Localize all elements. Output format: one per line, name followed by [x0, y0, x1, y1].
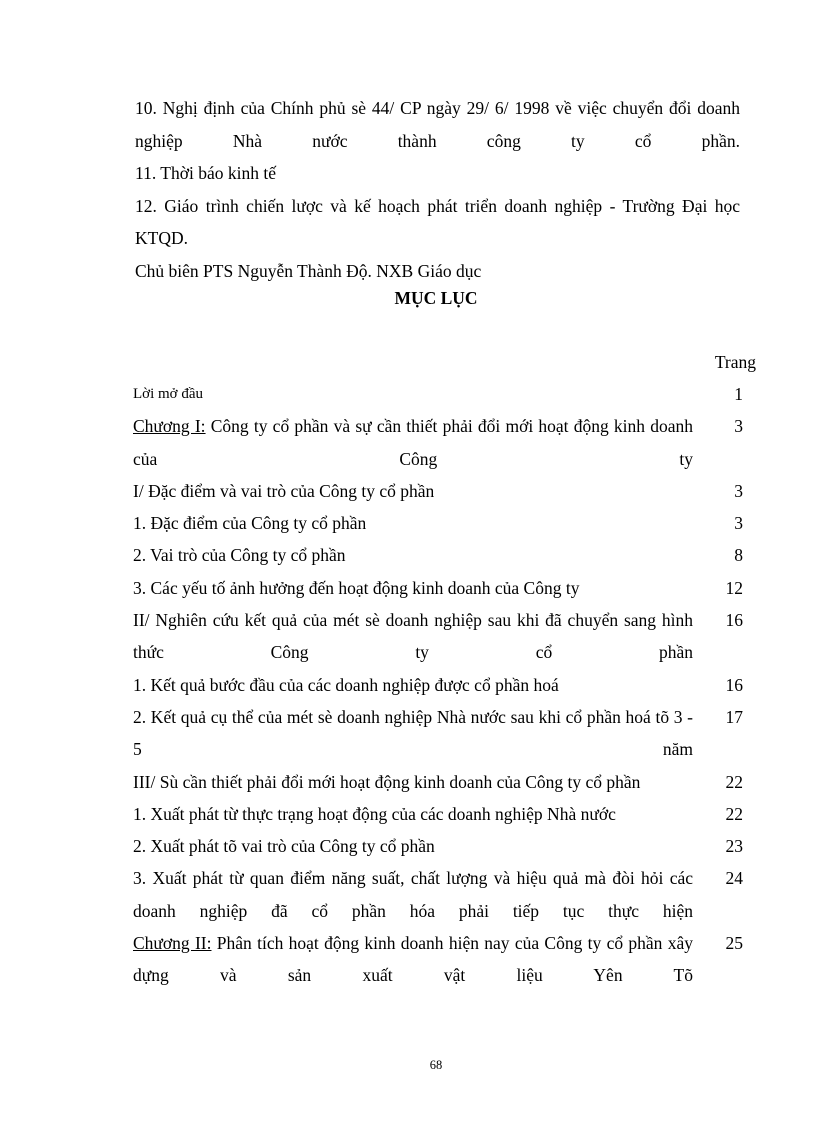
toc-entry	[133, 798, 758, 830]
toc-entry-page: 25	[725, 933, 743, 954]
toc-entry-page: 16	[725, 674, 743, 695]
chapter-label: Chương I:	[133, 416, 206, 437]
reference-editor: Chủ biên PTS Nguyễn Thành Độ. NXB Giáo dục	[135, 260, 482, 281]
toc-page-header: Trang	[714, 352, 756, 372]
chapter-label: Chương II:	[133, 933, 212, 954]
toc-entry-page: 3	[734, 480, 743, 501]
toc-entry	[133, 604, 758, 669]
toc-entry	[133, 830, 758, 862]
toc-entry	[133, 475, 758, 507]
toc-entry	[133, 927, 758, 992]
toc-entry-page: 23	[725, 836, 743, 857]
toc-entry-text: 2. Vai trò của Công ty cổ phần	[133, 545, 346, 566]
chapter-title: Công ty cổ phần và sự cần thiết phải đổi mới hoạt động kinh doanh của Công ty	[133, 416, 694, 469]
toc-entry-page: 3	[734, 513, 743, 534]
toc-entry-text: I/ Đặc điểm và vai trò của Công ty cổ phần	[133, 480, 435, 501]
toc-entry-page: 24	[725, 868, 743, 889]
toc-entry-text: 1. Xuất phát từ thực trạng hoạt động của các doanh nghiệp Nhà nước	[133, 803, 616, 824]
reference-item-12: 12. Giáo trình chiến lược và kế hoạch phát triển doanh nghiệp - Trường Đại học KTQD.	[135, 195, 740, 248]
toc-entry-text: 2. Kết quả cụ thể của mét sè doanh nghiệp Nhà nước sau khi cổ phần hoá tõ 3 - 5 năm	[133, 706, 693, 760]
reference-item-10: 10. Nghị định của Chính phủ sè 44/ CP ngày 29/ 6/ 1998 về việc chuyển đổi doanh nghiệp Nhà nước thành công ty cổ phần.	[135, 98, 740, 151]
toc-title: MỤC LỤC	[394, 288, 478, 308]
toc-entry	[133, 572, 758, 604]
toc-entry-text: 1. Kết quả bước đầu của các doanh nghiệp được cổ phần hoá	[133, 674, 559, 695]
toc-entry	[133, 378, 758, 410]
toc-entry-text: Lời mở đầu	[133, 386, 204, 402]
toc-entry-text: 3. Các yếu tố ảnh hưởng đến hoạt động kinh doanh của Công ty	[133, 577, 580, 598]
table-of-contents	[133, 378, 758, 992]
toc-entry	[133, 669, 758, 701]
toc-entry-page: 12	[725, 577, 743, 598]
toc-entry-text	[133, 410, 693, 475]
toc-entry	[133, 862, 758, 927]
reference-item-11: 11. Thời báo kinh tế	[135, 163, 276, 183]
toc-entry-page: 22	[725, 803, 743, 824]
toc-entry	[133, 410, 758, 475]
references-list	[135, 92, 740, 287]
toc-entry-text: 3. Xuất phát từ quan điểm năng suất, chất lượng và hiệu quả mà đòi hỏi các doanh nghiệp đã cổ phần hóa phải tiếp tục thực hiện	[133, 868, 693, 921]
toc-entry-page: 22	[725, 771, 743, 792]
toc-entry	[133, 539, 758, 571]
toc-entry-page: 3	[734, 416, 743, 437]
toc-entry	[133, 701, 758, 766]
toc-entry-page: 17	[725, 706, 743, 727]
toc-entry	[133, 766, 758, 798]
toc-entry	[133, 507, 758, 539]
chapter-title: Phân tích hoạt động kinh doanh hiện nay của Công ty cổ phần xây dựng và sản xuất vật liệu Yên Tõ	[133, 933, 693, 986]
toc-entry-text: III/ Sù cần thiết phải đổi mới hoạt động kinh doanh của Công ty cổ phần	[133, 771, 641, 792]
toc-entry-text: 1. Đặc điểm của Công ty cổ phần	[133, 513, 367, 534]
toc-entry-text: 2. Xuất phát tõ vai trò của Công ty cổ phần	[133, 836, 435, 857]
page-number: 68	[429, 1058, 443, 1072]
toc-entry-page: 1	[734, 384, 743, 404]
toc-entry-page: 16	[725, 610, 743, 631]
toc-entry-text	[133, 927, 693, 992]
toc-entry-text: II/ Nghiên cứu kết quả của mét sè doanh nghiệp sau khi đã chuyển sang hình thức Công ty cổ phần	[133, 610, 693, 663]
toc-entry-page: 8	[734, 545, 743, 566]
